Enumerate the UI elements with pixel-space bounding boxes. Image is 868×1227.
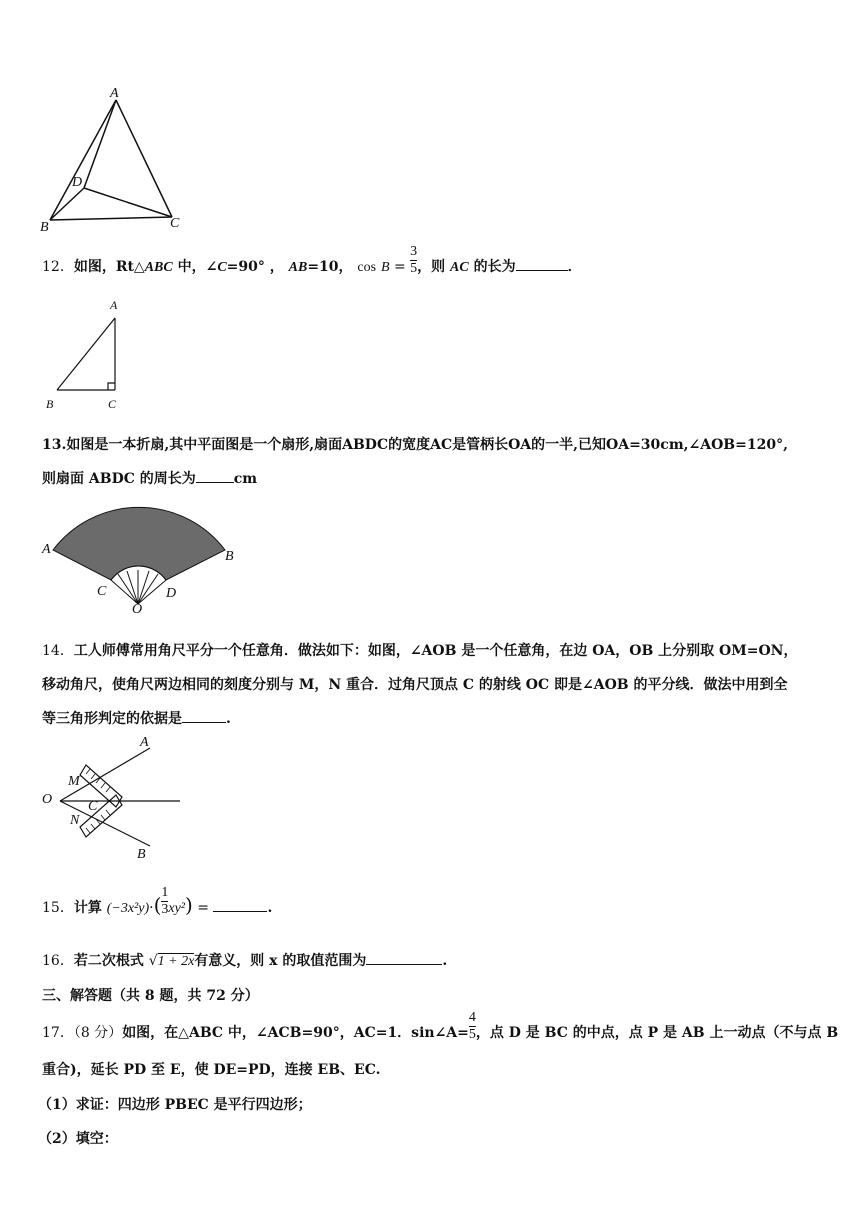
ray-b-label: B	[137, 847, 146, 862]
vertex-d-label: D	[72, 175, 83, 190]
question-17-line-2: 重合)，延长 PD 至 E，使 DE=PD，连接 EB、EC.	[42, 1062, 381, 1078]
vertex-a-label: A	[110, 86, 119, 101]
fan-a-label: A	[42, 542, 51, 557]
expression-2: xy²	[168, 901, 185, 916]
point-n-label: N	[70, 813, 80, 828]
fan-d-label: D	[166, 586, 177, 601]
question-15: 15．计算 (−3x²y)·( $\frac{1}{3}$ xy²) = .	[42, 884, 273, 917]
question-12: 12．如图，Rt△ABC 中，∠C=90° ， AB=10， cos B = $\frac{3}{5}$ ，则 AC 的长为 ．	[42, 243, 582, 276]
question-14-line-2: 移动角尺，使角尺两边相同的刻度分别与 M，N 重合．过角尺顶点 C 的射线 OC 即是∠AOB 的平分线．做法中用到全	[42, 677, 788, 693]
fraction-4-5: $\frac{4}{5}$	[468, 1009, 476, 1042]
fan-b-label: B	[225, 549, 234, 564]
vertex-b-label: B	[40, 220, 49, 235]
fan-c-label: C	[97, 584, 107, 599]
point-m-label: M	[68, 774, 80, 789]
fraction-3-5: $\frac{3}{5}$	[410, 243, 418, 276]
vertex-a-label: A	[110, 298, 118, 312]
question-17-line-1: 17．（8 分）如图，在△ABC 中，∠ACB=90°，AC=1．sin∠A= $\frac{4}{5}$ ，点 D 是 BC 的中点，点 P 是 AB 上一动点（不与点 B	[42, 1009, 839, 1042]
question-13-line-1: 13.如图是一本折扇,其中平面图是一个扇形,扇面ABDC的宽度AC是管柄长OA的一半,已知OA=30cm,∠AOB=120°,	[42, 437, 788, 453]
answer-blank[interactable]	[366, 950, 442, 965]
question-16: 16．若二次根式 √1 + 2x有意义，则 x 的取值范围为 .	[42, 950, 447, 970]
answer-blank[interactable]	[213, 897, 267, 912]
vertex-c-label: C	[170, 216, 180, 231]
question-14-line-3: 等三角形判定的依据是 .	[42, 708, 231, 728]
vertex-c-label: C	[108, 397, 117, 411]
vertex-o-label: O	[42, 792, 53, 807]
vertex-b-label: B	[46, 397, 54, 411]
sqrt-expression: √1 + 2x	[148, 953, 195, 969]
fraction-1-3: $\frac{1}{3}$	[161, 884, 169, 917]
section-heading: 三、解答题（共 8 题，共 72 分）	[42, 988, 259, 1004]
question-14-line-1: 14．工人师傅常用角尺平分一个任意角．做法如下：如图，∠AOB 是一个任意角，在边 OA，OB 上分别取 OM=ON，	[42, 643, 798, 659]
question-17-part-1: （1）求证：四边形 PBEC 是平行四边形；	[38, 1097, 312, 1113]
question-13-line-2: 则扇面 ABDC 的周长为 cm	[42, 468, 257, 488]
question-17-part-2: （2）填空：	[38, 1131, 118, 1147]
fan-o-label: O	[132, 602, 143, 617]
expression-1: (−3x²y)	[106, 901, 150, 916]
ray-a-label: A	[140, 735, 149, 750]
question-number: 12．	[42, 259, 74, 275]
point-c-label: C	[88, 799, 98, 814]
